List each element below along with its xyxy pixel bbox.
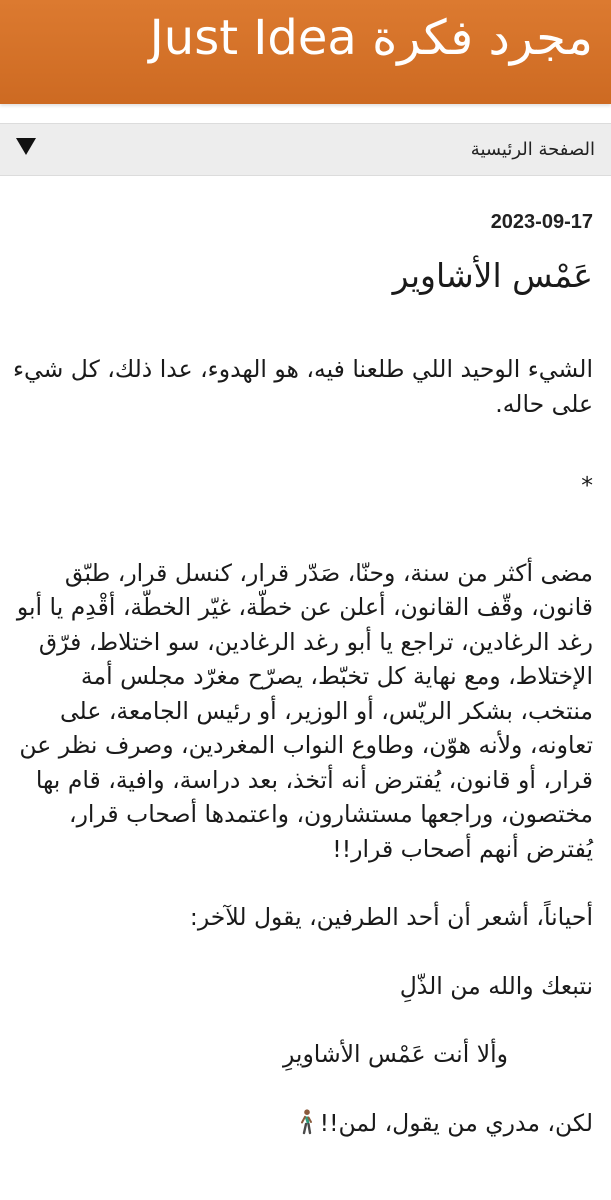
post-paragraph-last xyxy=(13,1106,593,1145)
poem-line: وألا أنت عَمْس الأشاويرِ xyxy=(282,1040,508,1068)
post-title: عَمْس الأشاوير xyxy=(392,256,593,295)
person-walking-icon xyxy=(298,1109,314,1145)
post-paragraph: أحياناً، أشعر أن أحد الطرفين، يقول للآخر: xyxy=(189,903,593,931)
poem-line: نتبعك والله من الذّلِ xyxy=(399,971,593,1000)
nav-home-label[interactable]: الصفحة الرئيسية xyxy=(470,139,595,160)
nav-menu-toggle[interactable] xyxy=(0,123,611,176)
triangle-down-icon[interactable] xyxy=(16,138,36,155)
section-separator: * xyxy=(581,471,593,499)
post-body xyxy=(13,352,593,1144)
site-title[interactable]: مجرد فكرة Just Idea xyxy=(149,10,593,66)
site-header xyxy=(0,0,611,104)
post-date: 2023-09-17 xyxy=(490,211,593,233)
post-paragraph: مضى أكثر من سنة، وحنّا، صَدّر قرار، كنسل قرار، طبّق قانون، وقّف القانون، أعلن عن خطّة، غيّر الخطّة، أقْدِم يا أبو رغد الرغادين، تراجع يا أبو رغد الرغادين، سو اختلاط، فرّق الإختلاط، ومع نهاية كل تخبّط، يصرّح مغرّد مجلس أمة منتخب، بشكر الريّس، أو الوزير، أو رئيس الجامعة، على تعاونه، ولأنه هوّن، وطاوع النواب المغردين، وصرف نظر عن قرار، أو قانون، يُفترض أنه أتخذ، بعد دراسة، وافية، قام بها مختصون، وراجعها مستشارون، واعتمدها أصحاب قرار، يُفترض أنهم أصحاب قرار!! xyxy=(16,558,593,863)
post-paragraph: الشيء الوحيد اللي طلعنا فيه، هو الهدوء، عدا ذلك، كل شيء على حاله. xyxy=(13,355,593,418)
post-paragraph: لكن، مدري من يقول، لمن!! xyxy=(319,1108,593,1137)
